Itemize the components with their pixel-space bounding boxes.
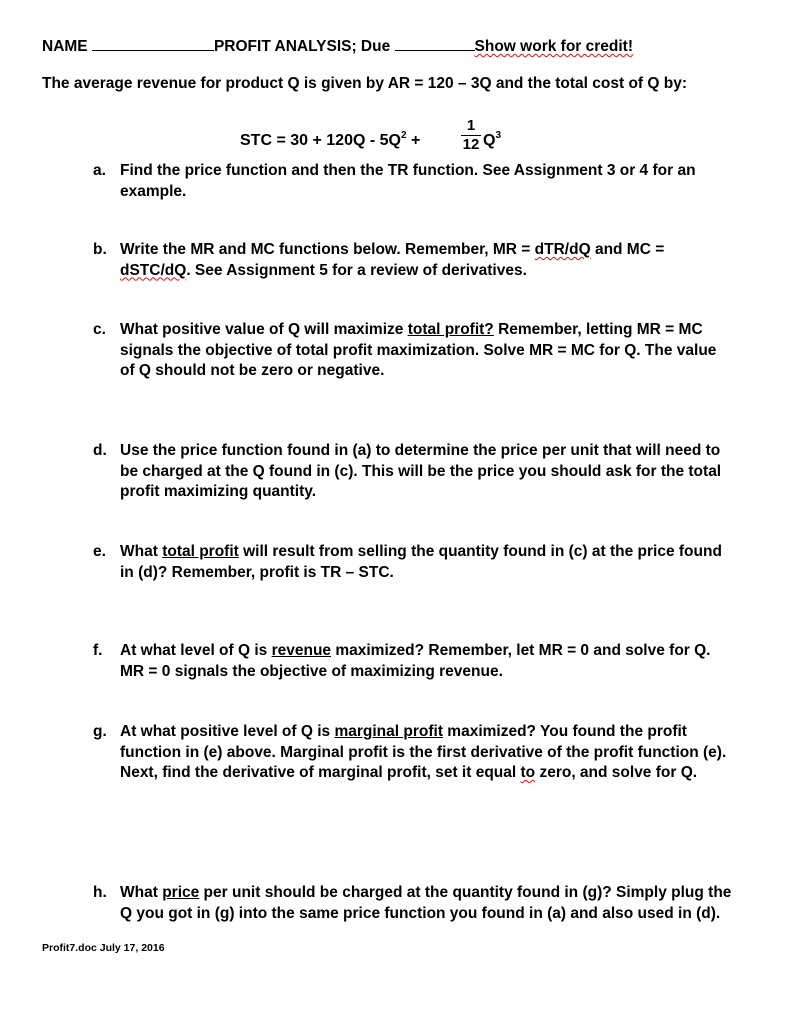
equation-lhs: STC = $30 + 120Q - 5Q^2$ + — [240, 130, 421, 149]
question-b: b. Write the MR and MC functions below. Remember, MR = dTR/dQ and MC = dSTC/dQ. See Assignment 5 for a review of derivatives. — [93, 241, 665, 279]
question-g: g. At what positive level of Q is marginal profit maximized? You found the profit function in (e) above. Marginal profit is the first derivative of the profit function (e). Next, find the derivative of marginal profit, set it equal to zero, and solve for Q. — [93, 723, 727, 781]
question-f: f. At what level of Q is revenue maximized? Remember, let MR = 0 and solve for Q. MR = 0 signals the objective of maximizing revenue. — [93, 642, 711, 680]
question-a: a. Find the price function and then the TR function. See Assignment 3 or 4 for an example. — [93, 162, 696, 200]
question-d: d. Use the price function found in (a) to determine the price per unit that will need to be charged at the Q found in (c). This will be the price you should ask for the total profit maximizing quantity. — [93, 442, 722, 500]
equation-fraction: 1 12 — [462, 117, 480, 153]
show-work-note: Show work for credit! — [474, 38, 633, 55]
intro-paragraph: The average revenue for product Q is given by AR = 120 – 3Q and the total cost of Q by: — [42, 75, 687, 92]
due-blank — [395, 38, 475, 51]
question-c: c. What positive value of Q will maximize total profit? Remember, letting MR = MC signals the objective of total profit maximization. Solve MR = MC for Q. The value of Q should not be zero or negative. — [93, 321, 717, 379]
name-label: NAME — [42, 38, 88, 55]
equation-cubic-term: $Q^3$ — [483, 130, 502, 149]
question-h: h. What price per unit should be charged at the quantity found in (g)? Simply plug the Q you got in (g) into the same price function you found in (a) and also used in (d). — [93, 884, 732, 922]
name-blank — [92, 38, 214, 51]
header-line — [42, 38, 633, 56]
footer-filename: Profit7.doc July 17, 2016 — [42, 942, 165, 954]
question-e: e. What total profit will result from selling the quantity found in (c) at the price found in (d)? Remember, profit is TR – STC. — [93, 543, 722, 581]
assignment-title: PROFIT ANALYSIS; Due — [213, 38, 391, 55]
